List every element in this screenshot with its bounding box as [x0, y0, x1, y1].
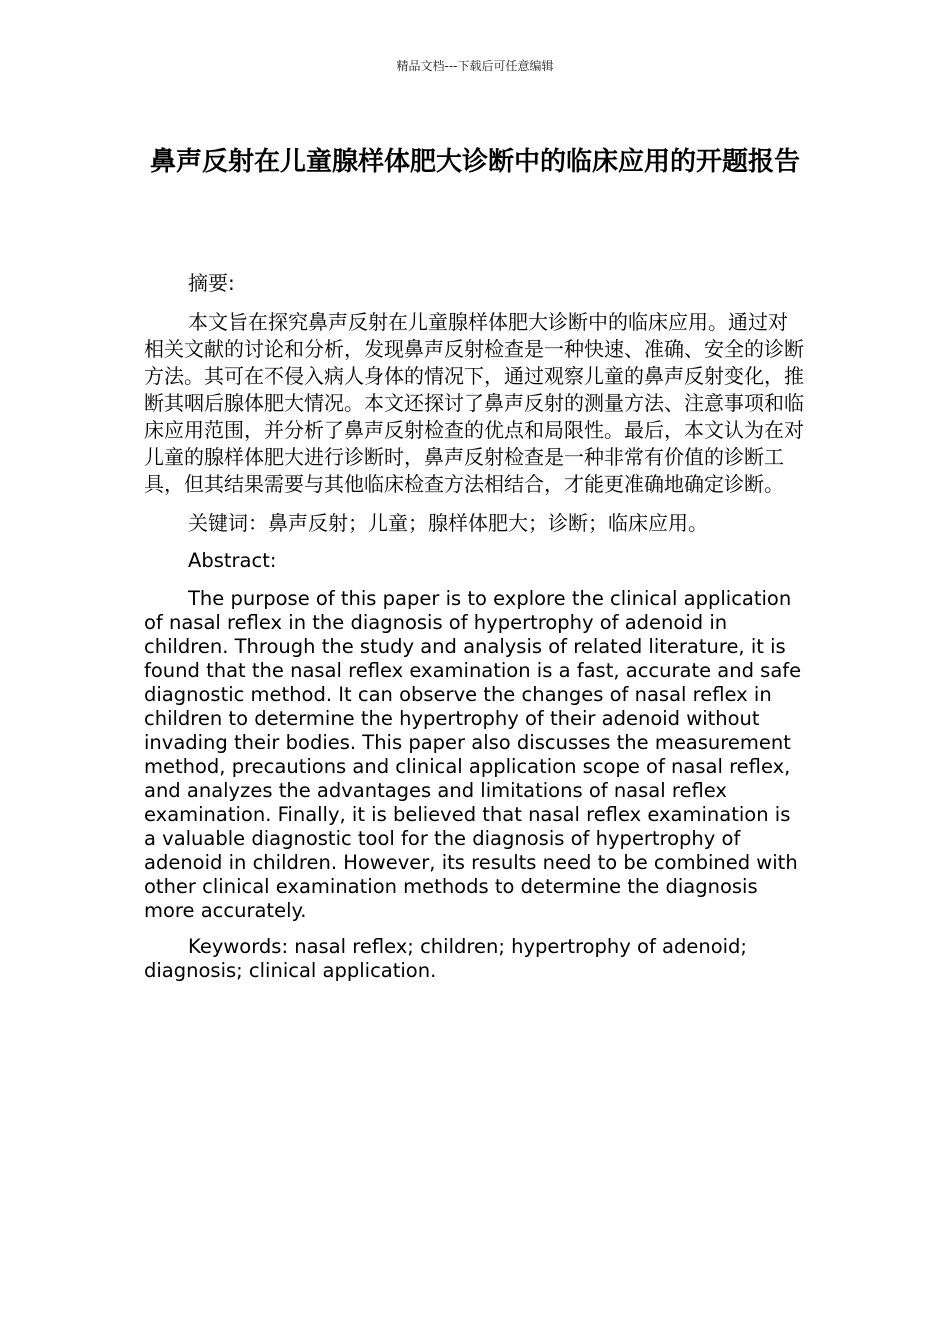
keywords-en: Keywords: nasal reflex; children; hypertrophy of adenoid; diagnosis; clinical application.: [144, 935, 747, 982]
header-note: 精品文档---下载后可任意编辑: [396, 59, 554, 73]
abstract-en-label: Abstract:: [188, 549, 277, 572]
keywords-cn: 关键词：鼻声反射；儿童；腺样体肥大；诊断；临床应用。: [188, 511, 708, 535]
abstract-cn-text: 本文旨在探究鼻声反射在儿童腺样体肥大诊断中的临床应用。通过对相关文献的讨论和分析，发现鼻声反射检查是一种快速、准确、安全的诊断方法。其可在不侵入病人身体的情况下，通过观察儿童的鼻声反射变化，推断其咽后腺体肥大情况。本文还探讨了鼻声反射的测量方法、注意事项和临床应用范围，并分析了鼻声反射检查的优点和局限性。最后，本文认为在对儿童的腺样体肥大进行诊断时，鼻声反射检查是一种非常有价值的诊断工具，但其结果需要与其他临床检查方法相结合，才能更准确地确定诊断。: [144, 310, 804, 496]
page-title: 鼻声反射在儿童腺样体肥大诊断中的临床应用的开题报告: [149, 147, 800, 177]
abstract-cn-label: 摘要:: [188, 271, 235, 295]
abstract-en-text: The purpose of this paper is to explore the clinical application of nasal reflex in the diagnosis of hypertrophy of adenoid in children. Through the study and analysis of related literature, it is found that the nasal reflex examination is a fast, accurate and safe diagnostic method. It can observe the changes of nasal reflex in children to determine the hypertrophy of their adenoid without invading their bodies. This paper also discusses the measurement method, precautions and clinical application scope of nasal reflex, and analyzes the advantages and limitations of nasal reflex examination. Finally, it is believed that nasal reflex examination is a valuable diagnostic tool for the diagnosis of hypertrophy of adenoid in children. However, its results need to be combined with other clinical examination methods to determine the diagnosis more accurately.: [144, 587, 802, 922]
document-body: [144, 270, 806, 995]
